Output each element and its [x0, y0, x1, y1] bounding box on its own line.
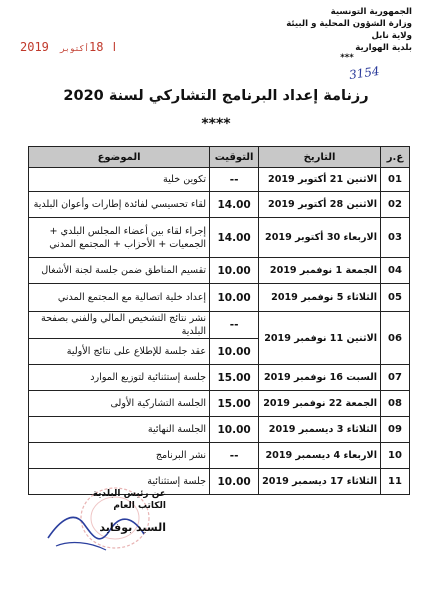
row-date: الاربعاء 30 أكتوبر 2019 [259, 218, 381, 258]
row-topic: نشر البرنامج [29, 443, 210, 469]
row-date: الجمعة 1 نوفمبر 2019 [259, 258, 381, 284]
row-time: 10.00 [210, 417, 259, 443]
row-time: 10.00 [210, 258, 259, 284]
row-date: الجمعة 22 نوفمبر 2019 [259, 391, 381, 417]
stamp-month-label: أكتوبر [60, 44, 90, 53]
row-num: 10 [381, 443, 410, 469]
header-num: ع.ر [381, 147, 410, 168]
row-num: 04 [381, 258, 410, 284]
row-topic: إجراء لقاء بين أعضاء المجلس البلدي + الجمعيات + الأحزاب + المجتمع المدني [29, 218, 210, 258]
table-row [29, 168, 410, 192]
row-topic-first: نشر نتائج التشخيص المالي والفني بصفحة البلدية [29, 312, 210, 339]
header-municipality: بلدية الهوارية [355, 43, 412, 53]
table-row [29, 218, 410, 258]
row-time: -- [210, 168, 259, 192]
header-country: الجمهورية التونسية [330, 7, 412, 17]
table-row [29, 258, 410, 284]
header-topic: الموضوع [29, 147, 210, 168]
row-topic-second: عقد جلسة للإطلاع على نتائج الأولية [29, 339, 210, 365]
row-time: 14.00 [210, 192, 259, 218]
row-time: 10.00 [210, 284, 259, 312]
row-num: 08 [381, 391, 410, 417]
table-row [29, 391, 410, 417]
row-time: -- [210, 443, 259, 469]
signature-role: الكاتب العام [113, 501, 166, 511]
row-num: 11 [381, 469, 410, 495]
signatory-name: السيد بوفايد [99, 521, 166, 534]
row-num: 06 [381, 312, 410, 365]
table-row [29, 443, 410, 469]
header-time: التوقيت [210, 147, 259, 168]
table-row [29, 365, 410, 391]
table-row [29, 312, 410, 339]
row-num: 03 [381, 218, 410, 258]
row-num: 01 [381, 168, 410, 192]
row-topic: الجلسة التشاركية الأولى [29, 391, 210, 417]
row-topic: الجلسة النهائية [29, 417, 210, 443]
row-num: 05 [381, 284, 410, 312]
row-time-first: -- [210, 312, 259, 339]
row-date: الاثنين 28 أكتوبر 2019 [259, 192, 381, 218]
ministry-header [242, 6, 412, 62]
header-ministry: وزارة الشؤون المحلية و البيئة [286, 19, 412, 29]
row-topic: إعداد خلية اتصالية مع المجتمع المدني [29, 284, 210, 312]
row-date: السبت 16 نوفمبر 2019 [259, 365, 381, 391]
row-date: الاثنين 11 نوفمبر 2019 [259, 312, 381, 365]
received-date-stamp [20, 40, 118, 54]
table-header-row [29, 147, 410, 168]
table-row [29, 284, 410, 312]
row-date: الثلاثاء 5 نوفمبر 2019 [259, 284, 381, 312]
table-row [29, 192, 410, 218]
row-date: الاربعاء 4 ديسمبر 2019 [259, 443, 381, 469]
header-date: التاريخ [259, 147, 381, 168]
row-date: الثلاثاء 3 ديسمبر 2019 [259, 417, 381, 443]
header-stars: *** [340, 53, 354, 63]
row-num: 07 [381, 365, 410, 391]
row-date: الاثنين 21 أكتوبر 2019 [259, 168, 381, 192]
page-title: رزنامة إعداد البرنامج التشاركي لسنة 2020 [63, 88, 369, 104]
signature-block [46, 488, 166, 534]
signature-on-behalf: عن رئيس البلدية [92, 489, 166, 499]
stamp-date-text: 2019 ا 18 [20, 40, 118, 54]
row-topic: جلسة إستثنائية لتوزيع الموارد [29, 365, 210, 391]
row-topic: تكوين خلية [29, 168, 210, 192]
handwritten-reference-number: 3154 [348, 63, 381, 83]
row-topic: جلسة إستثنائية [29, 469, 210, 495]
row-time: 15.00 [210, 391, 259, 417]
header-governorate: ولاية نابل [371, 31, 412, 41]
row-topic: لقاء تحسيسي لفائدة إطارات وأعوان البلدية [29, 192, 210, 218]
row-num: 02 [381, 192, 410, 218]
row-date: الثلاثاء 17 ديسمبر 2019 [259, 469, 381, 495]
row-time: 15.00 [210, 365, 259, 391]
row-topic: تقسيم المناطق ضمن جلسة لجنة الأشغال [29, 258, 210, 284]
table-row [29, 417, 410, 443]
title-stars: **** [201, 116, 231, 132]
schedule-table [28, 146, 410, 495]
row-time-second: 10.00 [210, 339, 259, 365]
row-num: 09 [381, 417, 410, 443]
row-time: 14.00 [210, 218, 259, 258]
row-time: 10.00 [210, 469, 259, 495]
